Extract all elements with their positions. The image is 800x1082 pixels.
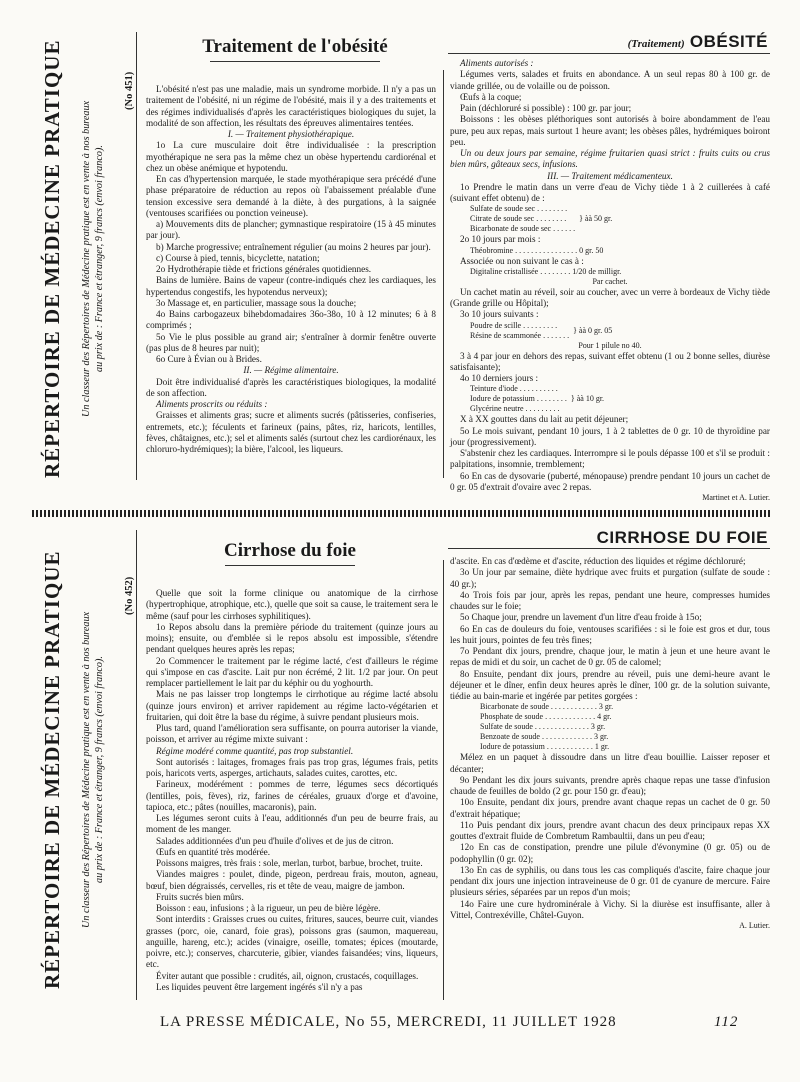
paragraph: Bains de lumière. Bains de vapeur (contre-indiqués chez les cardiaques, les hypertendus congestifs, les hypotendus nerveux); — [146, 275, 436, 297]
lower-vertical-sub-line1: Un classeur des Répertoires de Médecine pratique est en vente à nos bureaux — [81, 611, 92, 929]
paragraph: 4o Bains carbogazeux bihebdomadaires 36o-38o, 10 à 12 minutes; 6 à 8 comprimés ; — [146, 309, 436, 331]
upper-column-rule — [443, 70, 444, 478]
paragraph: 3o 10 jours suivants : — [460, 309, 539, 320]
lower-vertical-title: RÉPERTOIRE DE MÉDECINE PRATIQUE — [40, 550, 64, 990]
paragraph: Quelle que soit la forme clinique ou anatomique de la cirrhose (hypertrophique, atrophique, etc.), quelle que soit sa cause, le traitement sera le même (sauf pour les cirrhoses syphilitiques). — [146, 588, 438, 621]
upper-heading — [628, 32, 768, 52]
cut-line — [32, 510, 772, 517]
section-heading: I. — Traitement physiothérapique. — [227, 129, 355, 139]
paragraph: 6o En cas de dysovarie (puberté, ménopause) prendre pendant 10 jours un cachet de 0 gr. 05 d'extrait d'ovaire avec 2 repas. — [450, 470, 770, 492]
lower-heading-text: CIRRHOSE DU FOIE — [596, 528, 768, 547]
paragraph: Régime modéré comme quantité, pas trop substantiel. — [156, 745, 354, 756]
title-underline — [210, 61, 380, 62]
paragraph: Éviter autant que possible : crudités, ail, oignon, crustacés, coquillages. — [156, 970, 419, 981]
formula-block — [450, 321, 770, 341]
paragraph: 5o Vie le plus possible au grand air; s'entraîner à dormir fenêtre ouverte (pas plus de 8 heures par nuit); — [146, 331, 436, 353]
lower-left-column — [146, 588, 438, 996]
paragraph: 2o Commencer le traitement par le régime lacté, c'est d'ailleurs le régime qui s'impose en cas d'ascite. Lait pur non écrémé, 2 lit. 1/2 par jour. On peut remplacer partiellement le lait par du képhir ou du yoghourth. — [146, 655, 438, 688]
paragraph: 1o La cure musculaire doit être individualisée : la prescription myothérapique ne sera pas la même chez un obèse hypertendu cardiorénal et chez un obèse anémique et hypotendu. — [146, 140, 436, 173]
lower-title-text: Cirrhose du foie — [224, 540, 356, 561]
formula-line: Poudre de scille . . . . . . . . . — [470, 320, 558, 330]
formula-block — [450, 204, 770, 234]
formula-block — [450, 384, 770, 414]
formula-note: Pour 1 pilule no 40. — [578, 340, 642, 350]
paragraph: Associée ou non suivant le cas à : — [460, 255, 584, 266]
formula-dose: } àà 50 gr. — [579, 214, 613, 224]
upper-margin-rule — [136, 32, 137, 480]
signature: A. Lutier. — [739, 921, 770, 930]
paragraph: Sont interdits : Graisses crues ou cuites, fritures, sauces, beurre cuit, viandes grasses (porc, oie, canard, foie gras), poissons gras (saumon, maquereau, anguille, hareng, etc.); acides (vinaigre, oseille, tomates; épices (moutarde, poivre, etc.); conserves, charcuterie, gibier, viandes faisandées; vins, liqueurs, etc. — [146, 914, 438, 970]
paragraph: 14o Faire une cure hydrominérale à Vichy. Si la diurèse est insuffisante, aller à Vittel, Contrexéville, Châtel-Guyon. — [450, 898, 770, 920]
formula-line: Théobromine . . . . . . . . . . . . . . . . 0 gr. 50 — [470, 245, 604, 255]
signature: Martinet et A. Lutier. — [702, 493, 770, 502]
upper-vertical-sub-line1: Un classeur des Répertoires de Médecine pratique est en vente à nos bureaux — [81, 100, 92, 418]
page-number: 112 — [714, 1014, 739, 1030]
paragraph: X à XX gouttes dans du lait au petit déjeuner; — [460, 414, 629, 425]
lower-vertical-sub-line2: au prix de : France et étranger, 9 francs (envoi franco). — [94, 656, 105, 884]
paragraph: 11o Puis pendant dix jours, prendre avant chacun des deux principaux repas XX gouttes d'extrait fluide de Combretum Rambaultii, dans un peu d'eau; — [450, 819, 770, 841]
paragraph: Sont autorisés : laitages, fromages frais pas trop gras, légumes frais, petits pois, haricots verts, asperges, artichauts, salades cuites, carottes, etc. — [146, 756, 438, 778]
paragraph: L'obésité n'est pas une maladie, mais un syndrome morbide. Il n'y a pas un traitement de l'obésité, ni un régime de l'obésité, mais il y a des traitements et des régimes individualisés d'après les caractéristiques biologiques du sujet, la modalité de son affection, les résultats des épreuves alimentaires tentées. — [146, 84, 436, 128]
paragraph: b) Marche progressive; entraînement régulier (au moins 2 heures par jour). — [156, 241, 431, 252]
paragraph: Graisses et aliments gras; sucre et aliments sucrés (pâtisseries, confiseries, entremets, etc.); féculents et farineux (pains, pâtes, riz, haricots, lentilles, fèves, châtaignes, etc.); sel et aliments salés (surtout chez les cardiorénaux, les chloruro-hydrémiques); la bière, l'alcool, les liqueurs. — [146, 410, 436, 454]
paragraph: 12o En cas de constipation, prendre une pilule d'évonymine (0 gr. 05) ou de podophyllin (0 gr. 02); — [450, 842, 770, 864]
formula-line: Iodure de potassium . . . . . . . . — [470, 394, 567, 404]
paragraph: Les légumes seront cuits à l'eau, additionnés d'un peu de beurre frais, au moment de les manger. — [146, 813, 438, 835]
paragraph: 10o Ensuite, pendant dix jours, prendre avant chaque repas un cachet de 0 gr. 50 d'extrait hépatique; — [450, 797, 770, 819]
formula-line: Phosphate de soude . . . . . . . . . . . . . 4 gr. — [480, 712, 612, 722]
paragraph: 2o Hydrothérapie tiède et frictions générales quotidiennes. — [156, 264, 372, 274]
lower-column-rule — [443, 560, 444, 1000]
section-heading: III. — Traitement médicamenteux. — [547, 170, 673, 181]
upper-heading-rule — [448, 53, 770, 54]
paragraph: 13o En cas de syphilis, ou dans tous les cas compliqués d'ascite, faire chaque jour pendant dix jours une injection intraveineuse de 0 gr. 01 de cyanure de mercure. Faire plusieurs séries, séparées par un repos d'un mois; — [450, 864, 770, 898]
formula-line: Résine de scammonée . . . . . . . — [470, 330, 570, 340]
paragraph: Boisson : eau, infusions ; à la rigueur, un peu de bière légère. — [156, 903, 381, 913]
paragraph: 3o Massage et, en particulier, massage sous la douche; — [156, 297, 357, 308]
paragraph: S'abstenir chez les cardiaques. Interrompre si le pouls dépasse 100 et s'il se produit : palpitations, insomnie, tremblement; — [450, 448, 770, 470]
lower-heading-rule — [448, 548, 770, 549]
paragraph: 1o Prendre le matin dans un verre d'eau de Vichy tiède 1 à 2 cuillerées à café (suivant effet obtenu) de : — [450, 181, 770, 203]
paragraph: 5o Le mois suivant, pendant 10 jours, 1 à 2 tablettes de 0 gr. 10 de thyroïdine par jour (progressivement). — [450, 425, 770, 447]
formula-line: Sulfate de soude . . . . . . . . . . . . . . 3 gr. — [480, 722, 606, 732]
upper-title-text: Traitement de l'obésité — [202, 36, 388, 57]
paragraph: Les liquides peuvent être largement ingérés s'il n'y a pas — [156, 981, 363, 992]
lower-vertical-subtitle — [80, 545, 120, 995]
formula-line: Digitaline cristallisée . . . . . . . . 1/20 de milligr. — [470, 266, 622, 276]
lower-margin-rule — [136, 530, 137, 1000]
paragraph: Poissons maigres, très frais : sole, merlan, turbot, barbue, brochet, truite. — [156, 858, 423, 868]
section-heading: II. — Régime alimentaire. — [243, 365, 339, 376]
upper-card-number: (No 451) — [124, 71, 135, 110]
paragraph: c) Course à pied, tennis, bicyclette, natation; — [156, 252, 320, 263]
paragraph: d'ascite. En cas d'œdème et d'ascite, réduction des liquides et régime déchloruré; — [450, 556, 746, 566]
paragraph: Légumes verts, salades et fruits en abondance. A un seul repas 80 à 100 gr. de viande grillée, ou de volaille ou de poisson. — [450, 69, 770, 91]
upper-heading-prefix: (Traitement) — [627, 38, 685, 50]
paragraph: Boissons : les obèses pléthoriques sont autorisés à boire abondamment de l'eau pure, peu aux repas, mais surtout 1 heure avant; les obèses pâles, hydrémiques boiront peu. — [450, 114, 770, 147]
upper-vertical-sub-line2: au prix de : France et étranger, 9 francs (envoi franco). — [94, 145, 105, 373]
lower-card-number: (No 452) — [124, 576, 135, 615]
paragraph: a) Mouvements dits de plancher; gymnastique respiratoire (15 à 45 minutes par jour). — [146, 219, 436, 241]
paragraph: 5o Chaque jour, prendre un lavement d'un litre d'eau froide à 15o; — [460, 612, 702, 623]
paragraph: Aliments proscrits ou réduits : — [156, 399, 268, 409]
paragraph: Viandes maigres : poulet, dinde, pigeon, perdreau frais, mouton, agneau, bœuf, bien dégraissés, cervelles, ris et tête de veau, maigre de jambon. — [146, 869, 438, 891]
paragraph: 9o Pendant les dix jours suivants, prendre après chaque repas une tasse d'infusion chaude de feuilles de boldo (2 gr. pour 150 gr. d'eau); — [450, 774, 770, 796]
paragraph: Fruits sucrés bien mûrs. — [156, 891, 244, 902]
paragraph: Plus tard, quand l'amélioration sera suffisante, on pourra autoriser la viande, poisson, et arriver au régime mixte suivant : — [146, 723, 438, 745]
paragraph: 6o Cure à Évian ou à Brides. — [156, 354, 262, 364]
upper-vertical-subtitle — [80, 40, 120, 478]
formula-line: Citrate de soude sec . . . . . . . . — [470, 214, 567, 224]
paragraph: Aliments autorisés : — [460, 58, 534, 68]
formula-line: Glycérine neutre . . . . . . . . . — [470, 404, 560, 414]
page-footer — [160, 1014, 617, 1031]
paragraph: 3 à 4 par jour en dehors des repas, suivant effet obtenu (1 ou 2 bonne selles, diurèse satisfaisante); — [450, 350, 770, 372]
paragraph: Un ou deux jours par semaine, régime fruitarien quasi strict : fruits cuits ou crus bien mûrs, gâteaux secs, infusions. — [450, 148, 770, 170]
formula-dose: } àà 10 gr. — [570, 394, 605, 404]
paragraph: Œufs en quantité très modérée. — [156, 846, 271, 857]
formula-block — [450, 702, 770, 752]
upper-right-column — [450, 58, 770, 502]
paragraph: Farineux, modérément : pommes de terre, légumes secs décortiqués (lentilles, pois, fèves), riz, farines de céréales, gruaux d'orge et d'avoine, tapioca, etc.; pâtes (nouilles, macaronis), pain. — [146, 779, 438, 812]
formula-line: Teinture d'iode . . . . . . . . . . — [470, 384, 558, 394]
formula-note: Par cachet. — [592, 276, 628, 286]
paragraph: Œufs à la coque; — [460, 91, 522, 102]
paragraph: 3o Un jour par semaine, diète hydrique avec fruits et purgation (sulfate de soude : 40 gr.); — [450, 567, 770, 589]
formula-line: Iodure de potassium . . . . . . . . . . . . 1 gr. — [480, 742, 610, 752]
formula-line: Bicarbonate de soude sec . . . . . . — [470, 224, 576, 234]
lower-page-title — [170, 540, 410, 566]
upper-page-title — [160, 36, 430, 62]
paragraph: Un cachet matin au réveil, soir au coucher, avec un verre à bordeaux de Vichy tiède (Grande grille ou Hôpital); — [450, 286, 770, 308]
paragraph: 2o 10 jours par mois : — [460, 234, 541, 245]
paragraph: 4o Trois fois par jour, après les repas, pendant une heure, compresses humides chaudes sur le foie; — [450, 589, 770, 611]
paragraph: 8o Ensuite, pendant dix jours, prendre au réveil, puis une demi-heure avant le déjeuner et le dîner, enfin deux heures après le dîner, 100 gr. de la solution suivante, tiédie au bain-marie et ingérée par petites gorgées : — [450, 668, 770, 701]
footer-text: LA PRESSE MÉDICALE, No 55, MERCREDI, 11 JUILLET 1928 — [160, 1014, 617, 1030]
paragraph: Doit être individualisé d'après les caractéristiques biologiques, la modalité de son affection. — [146, 376, 436, 398]
lower-right-column — [450, 556, 770, 996]
paragraph: Mélez en un paquet à dissoudre dans un litre d'eau bouillie. Laisser reposer et décanter; — [450, 752, 770, 774]
paragraph: Salades additionnées d'un peu d'huile d'olives et de jus de citron. — [156, 835, 394, 846]
lower-heading — [597, 528, 768, 548]
formula-line: Benzoate de soude . . . . . . . . . . . . . 3 gr. — [480, 732, 609, 742]
paragraph: Mais ne pas laisser trop longtemps le cirrhotique au régime lacté absolu (quinze jours environ) et arriver rapidement au régime lacto-végétarien et fruitarien, qui doit être la base du régime, à suivre pendant plusieurs mois. — [146, 689, 438, 722]
paragraph: Pain (déchloruré si possible) : 100 gr. par jour; — [460, 103, 632, 113]
title-underline — [225, 565, 355, 566]
paragraph: 7o Pendant dix jours, prendre, chaque jour, le matin à jeun et une heure avant le repas de midi et du soir, un cachet de 0 gr. 05 de calomel; — [450, 646, 770, 668]
upper-left-column — [146, 84, 436, 474]
upper-vertical-title: RÉPERTOIRE DE MÉDECINE PRATIQUE — [40, 39, 64, 478]
formula-line: Sulfate de soude sec . . . . . . . . — [470, 204, 568, 214]
paragraph: 1o Repos absolu dans la première période du traitement (quinze jours au moins); ensuite, ou d'emblée si le repos absolu est impossible, s'étendre pendant quelques heures après les repas; — [146, 621, 438, 655]
paragraph: 6o En cas de douleurs du foie, ventouses scarifiées : si le foie est gros et dur, tous les huit jours, pointes de feu très fines; — [450, 623, 770, 645]
formula-line: Bicarbonate de soude . . . . . . . . . . . . 3 gr. — [480, 702, 614, 712]
formula-dose: } àà 0 gr. 05 — [573, 325, 613, 335]
paragraph: 4o 10 derniers jours : — [460, 373, 539, 383]
upper-heading-text: OBÉSITÉ — [689, 32, 768, 51]
paragraph: En cas d'hypertension marquée, le stade myothérapique sera précédé d'une phase préparatoire de réduction au repos où l'abaissement préalable d'une tension excessive sera demandé à la diète, à des purgations, à la saignée (ventouses scarifiées ou ponction veineuse). — [146, 174, 436, 218]
